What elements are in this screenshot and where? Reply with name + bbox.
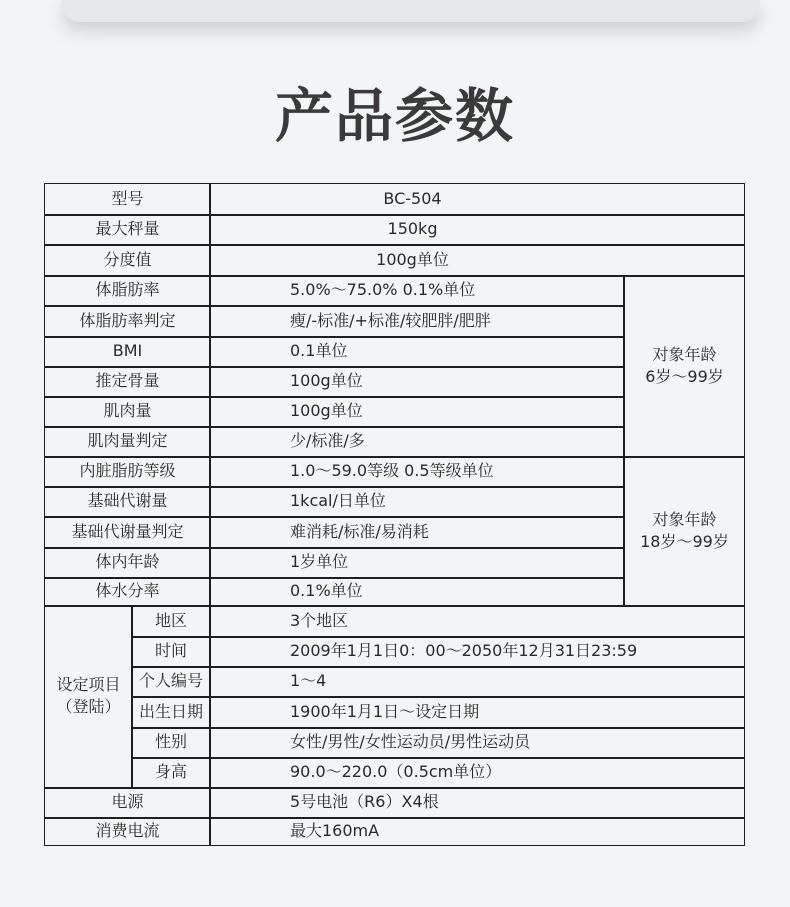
height-label: 身高 xyxy=(154,762,187,781)
body-water-value: 0.1%单位 xyxy=(290,581,363,600)
bmi-label: BMI xyxy=(112,341,143,360)
region-label: 地区 xyxy=(154,610,187,630)
gender-value: 女性/男性/女性运动员/男性运动员 xyxy=(290,732,531,751)
age-range-b-value: 18岁～99岁 xyxy=(640,531,729,551)
region-value: 3个地区 xyxy=(290,610,349,630)
bmr-value: 1kcal/日单位 xyxy=(290,491,386,510)
age-range-b xyxy=(624,456,745,605)
bmi-value: 0.1单位 xyxy=(290,341,348,360)
time-value: 2009年1月1日0：00～2050年12月31日23:59 xyxy=(290,641,638,660)
age-range-a-value: 6岁～99岁 xyxy=(645,366,724,386)
bmr-label: 基础代谢量 xyxy=(87,491,168,510)
muscle-judgement-value: 少/标准/多 xyxy=(290,431,365,450)
time-label: 时间 xyxy=(154,641,187,660)
model-value: BC-504 xyxy=(383,189,442,208)
body-water-label: 体水分率 xyxy=(95,581,160,600)
age-range-a-title: 对象年龄 xyxy=(652,344,717,364)
capacity-value: 150kg xyxy=(387,219,438,238)
bmr-judgement-label: 基础代谢量判定 xyxy=(71,521,184,541)
settings-label-subtitle: （登陆） xyxy=(56,697,121,716)
division-label: 分度值 xyxy=(103,249,152,269)
age-range-a xyxy=(624,275,745,456)
body-fat-label: 体脂肪率 xyxy=(95,280,160,299)
visceral-fat-value: 1.0～59.0等级 0.5等级单位 xyxy=(290,461,494,480)
power-value: 5号电池（R6）X4根 xyxy=(290,792,439,811)
division-value: 100g单位 xyxy=(376,249,449,269)
bone-mass-value: 100g单位 xyxy=(290,371,363,390)
model-label: 型号 xyxy=(111,189,144,208)
age-range-b-title: 对象年龄 xyxy=(652,509,717,529)
top-banner xyxy=(62,0,760,22)
page-title: 产品参数 xyxy=(274,82,515,150)
metabolic-age-value: 1岁单位 xyxy=(290,552,349,571)
current-value: 最大160mA xyxy=(290,821,380,840)
settings-group-label xyxy=(45,605,132,787)
birthdate-label: 出生日期 xyxy=(138,701,203,721)
birthdate-value: 1900年1月1日～设定日期 xyxy=(290,701,480,721)
settings-label-title: 设定项目 xyxy=(56,675,121,694)
bone-mass-label: 推定骨量 xyxy=(95,371,160,390)
power-label: 电源 xyxy=(111,792,144,811)
muscle-judgement-label: 肌肉量判定 xyxy=(87,431,168,450)
current-label: 消费电流 xyxy=(95,821,160,840)
gender-label: 性别 xyxy=(154,732,187,751)
height-value: 90.0～220.0（0.5cm单位） xyxy=(290,762,502,781)
visceral-fat-label: 内脏脂肪等级 xyxy=(79,461,176,480)
personal-id-value: 1～4 xyxy=(290,671,327,690)
body-fat-judgement-label: 体脂肪率判定 xyxy=(79,310,176,330)
capacity-label: 最大秤量 xyxy=(95,219,160,238)
metabolic-age-label: 体内年龄 xyxy=(95,552,160,571)
spec-table xyxy=(44,183,745,846)
muscle-mass-value: 100g单位 xyxy=(290,401,363,420)
body-fat-judgement-value: 瘦/-标准/+标准/较肥胖/肥胖 xyxy=(290,310,491,330)
bmr-judgement-value: 难消耗/标准/易消耗 xyxy=(290,521,429,541)
muscle-mass-label: 肌肉量 xyxy=(103,401,152,420)
body-fat-value: 5.0%～75.0% 0.1%单位 xyxy=(290,280,476,299)
personal-id-label: 个人编号 xyxy=(138,671,203,690)
